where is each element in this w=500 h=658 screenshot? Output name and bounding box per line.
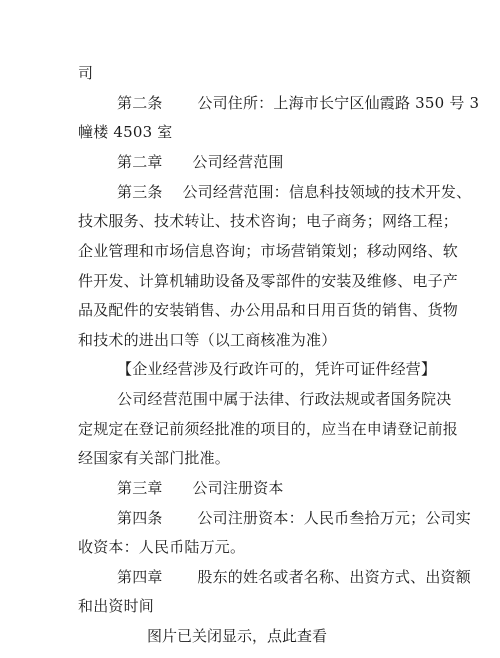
text-line-3: 幢楼 4503 室	[78, 123, 173, 141]
section-heading-shareholders: 第四章 股东的姓名或者名称、出资方式、出资额	[117, 568, 471, 586]
image-hidden-notice-link[interactable]: 图片已关闭显示，点此查看	[147, 627, 328, 645]
text-line-17: 收资本：人民币陆万元。	[78, 538, 246, 556]
text-line-5: 第三条 公司经营范围：信息科技领域的技术开发、	[117, 183, 472, 201]
text-line-14: 经国家有关部门批准。	[78, 449, 231, 467]
text-line-10: 和技术的进出口等（以工商核准为准）	[78, 331, 337, 349]
section-heading-business-scope: 第二章 公司经营范围	[117, 153, 284, 171]
text-line-13: 定规定在登记前须经批准的项目的，应当在申请登记前报	[78, 420, 459, 438]
text-line-12: 公司经营范围中属于法律、行政法规或者国务院决	[117, 390, 452, 408]
text-line-9: 品及配件的安装销售、办公用品和日用百货的销售、货物	[78, 301, 459, 319]
text-line-11: 【企业经营涉及行政许可的，凭许可证件经营】	[117, 360, 437, 378]
text-line-2: 第二条 公司住所：上海市长宁区仙霞路 350 号 3	[117, 94, 480, 112]
text-line-8: 件开发、计算机辅助设备及零部件的安装及维修、电子产	[78, 272, 459, 290]
text-line-6: 技术服务、技术转让、技术咨询；电子商务；网络工程；	[78, 212, 459, 230]
text-line-1: 司	[78, 64, 94, 82]
text-line-16: 第四条 公司注册资本：人民币叁拾万元；公司实	[117, 509, 471, 527]
text-line-7: 企业管理和市场信息咨询；市场营销策划；移动网络、软	[78, 242, 459, 260]
text-line-19: 和出资时间	[78, 597, 155, 615]
section-heading-registered-capital: 第三章 公司注册资本	[117, 479, 284, 497]
